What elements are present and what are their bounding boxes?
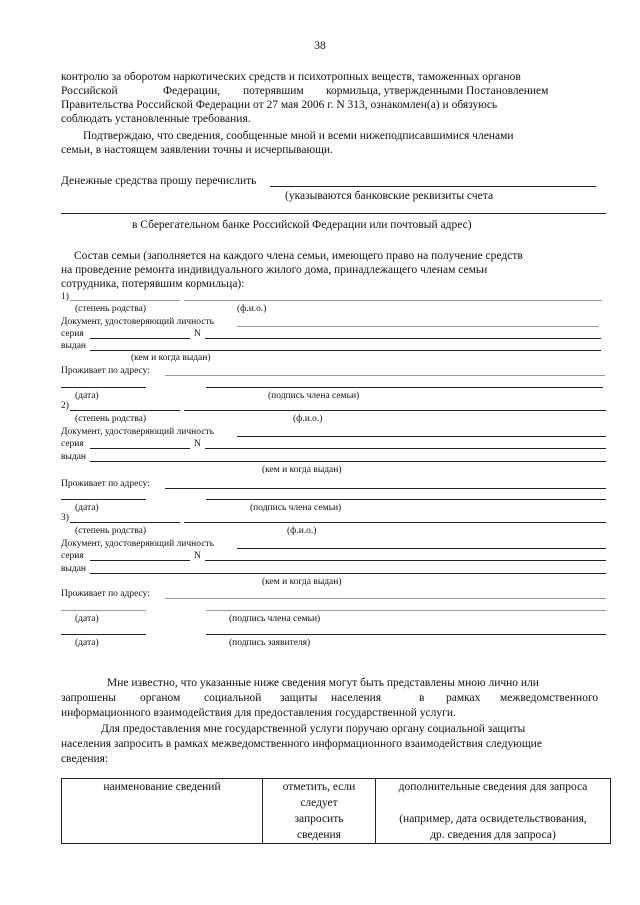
address-line[interactable]	[165, 598, 606, 599]
family-line-1: Состав семьи (заполняется на каждого члена семьи, имеющего право на получение средств	[74, 250, 523, 262]
applicant-date-hint: (дата)	[75, 638, 99, 648]
notice-line-4: Для предоставления мне государственной услуги поручаю органу социальной защиты	[101, 723, 526, 735]
number-label: N	[194, 551, 201, 561]
intro-line-2d: кормильца, утвержденными Постановлением	[326, 85, 549, 97]
table-header-additional	[376, 779, 611, 844]
intro-line-1: контролю за оборотом наркотических средств и психотропных веществ, таможенных органов	[61, 71, 521, 83]
notice-line-2a: запрошены	[61, 692, 116, 704]
member-relation-line[interactable]	[70, 300, 180, 301]
fio-hint: (ф.и.о.)	[237, 304, 267, 314]
date-line[interactable]	[61, 387, 146, 388]
address-label: Проживает по адресу:	[61, 366, 150, 376]
bank-details-line-2[interactable]	[61, 213, 606, 214]
member-number: 3)	[61, 513, 69, 523]
date-line[interactable]	[61, 610, 146, 611]
signature-line[interactable]	[206, 610, 606, 611]
intro-line-6: семьи, в настоящем заявлении точны и исчерпывающи.	[61, 144, 333, 156]
number-line[interactable]	[205, 448, 606, 449]
bank-details-line[interactable]	[270, 186, 596, 187]
table-header-mark-text-2: следует	[300, 797, 338, 809]
address-line[interactable]	[165, 375, 605, 376]
document-line[interactable]	[237, 548, 606, 549]
notice-line-2b: органом	[140, 692, 181, 704]
fio-hint: (ф.и.о.)	[293, 414, 323, 424]
issued-label: выдан	[61, 452, 87, 462]
notice-line-6: сведения:	[61, 753, 109, 765]
issued-line[interactable]	[90, 461, 606, 462]
document-label: Документ, удостоверяющий личность	[61, 539, 214, 549]
document-label: Документ, удостоверяющий личность	[61, 427, 214, 437]
member-number: 2)	[61, 401, 69, 411]
bank-label: Денежные средства прошу перечислить	[61, 175, 257, 187]
document-line[interactable]	[237, 326, 599, 327]
intro-line-4: соблюдать установленные требования.	[61, 113, 251, 125]
series-line[interactable]	[90, 448, 190, 449]
table-header-additional-text-1: дополнительные сведения для запроса	[398, 781, 588, 793]
bank-hint-2: в Сберегательном банке Российской Федерации или почтовый адрес)	[132, 219, 472, 231]
date-hint: (дата)	[75, 391, 99, 401]
member-fio-line[interactable]	[184, 522, 606, 523]
issued-hint: (кем и когда выдан)	[262, 465, 342, 475]
table-header-mark	[263, 779, 376, 844]
date-line[interactable]	[61, 499, 146, 500]
table-header-additional-text-2: (например, дата освидетельствования,	[399, 813, 587, 825]
page-number: 38	[314, 40, 326, 52]
signature-line[interactable]	[206, 499, 606, 500]
member-signature-hint: (подпись члена семьи)	[268, 391, 360, 401]
number-label: N	[194, 439, 201, 449]
number-label: N	[194, 329, 201, 339]
intro-line-3: Правительства Российской Федерации от 27 мая 2006 г. N 313, ознакомлен(а) и обязуюсь	[61, 99, 498, 111]
notice-line-2e: населения	[331, 692, 382, 704]
document-line[interactable]	[237, 436, 606, 437]
issued-label: выдан	[61, 564, 87, 574]
applicant-signature-hint: (подпись заявителя)	[229, 638, 311, 648]
intro-line-2c: потерявшим	[243, 85, 304, 97]
applicant-signature-line[interactable]	[206, 634, 606, 635]
relation-hint: (степень родства)	[75, 414, 147, 424]
issued-line[interactable]	[90, 350, 601, 351]
table-header-name	[62, 779, 263, 844]
notice-line-2d: защиты	[280, 692, 318, 704]
member-signature-hint: (подпись члена семьи)	[250, 503, 342, 513]
family-line-2: на проведение ремонта индивидуального жилого дома, принадлежащего членам семьи	[61, 264, 488, 276]
request-table	[61, 778, 611, 844]
member-signature-hint: (подпись члена семьи)	[229, 614, 321, 624]
address-line[interactable]	[165, 488, 606, 489]
notice-line-5: населения запросить в рамках межведомственного информационного взаимодействия следующие	[61, 738, 542, 750]
intro-line-2b: Федерации,	[163, 85, 221, 97]
fio-hint: (ф.и.о.)	[287, 526, 317, 536]
date-hint: (дата)	[75, 614, 99, 624]
notice-line-3: информационного взаимодействия для предоставления государственной услуги.	[61, 707, 456, 719]
table-header-mark-text-4: сведения	[297, 829, 341, 841]
number-line[interactable]	[205, 338, 601, 339]
intro-line-5: Подтверждаю, что сведения, сообщенные мной и всеми нижеподписавшимися членами	[83, 130, 514, 142]
table-row	[62, 779, 611, 844]
notice-line-2h: межведомственного	[500, 692, 599, 704]
intro-line-2a: Российской	[61, 85, 118, 97]
member-fio-line[interactable]	[184, 410, 606, 411]
relation-hint: (степень родства)	[75, 304, 147, 314]
member-fio-line[interactable]	[184, 300, 602, 301]
signature-line[interactable]	[206, 387, 603, 388]
member-relation-line[interactable]	[70, 522, 180, 523]
notice-line-1: Мне известно, что указанные ниже сведения могут быть представлены мною лично или	[107, 677, 539, 689]
issued-line[interactable]	[90, 573, 606, 574]
date-hint: (дата)	[75, 503, 99, 513]
issued-label: выдан	[61, 341, 87, 351]
table-header-mark-text-3: запросить	[294, 813, 344, 825]
issued-hint: (кем и когда выдан)	[131, 353, 211, 363]
notice-line-2c: социальной	[204, 692, 262, 704]
address-label: Проживает по адресу:	[61, 589, 150, 599]
document-label: Документ, удостоверяющий личность	[61, 317, 214, 327]
notice-line-2g: рамках	[446, 692, 481, 704]
series-line[interactable]	[90, 338, 190, 339]
family-line-3: сотрудника, потерявшим кормильца):	[61, 278, 245, 290]
series-label: серия	[61, 329, 84, 339]
series-label: серия	[61, 551, 84, 561]
notice-line-2f: в	[419, 692, 425, 704]
bank-hint-1: (указываются банковские реквизиты счета	[285, 190, 494, 202]
table-header-additional-text-3: др. сведения для запроса)	[430, 829, 556, 841]
address-label: Проживает по адресу:	[61, 479, 150, 489]
issued-hint: (кем и когда выдан)	[262, 577, 342, 587]
table-header-mark-text-1: отметить, если	[282, 781, 356, 793]
member-number: 1)	[61, 292, 69, 302]
series-line[interactable]	[90, 560, 190, 561]
relation-hint: (степень родства)	[75, 526, 147, 536]
number-line[interactable]	[205, 560, 606, 561]
applicant-date-line[interactable]	[61, 634, 146, 635]
member-relation-line[interactable]	[70, 410, 180, 411]
series-label: серия	[61, 439, 84, 449]
table-header-name-text: наименование сведений	[103, 781, 221, 793]
